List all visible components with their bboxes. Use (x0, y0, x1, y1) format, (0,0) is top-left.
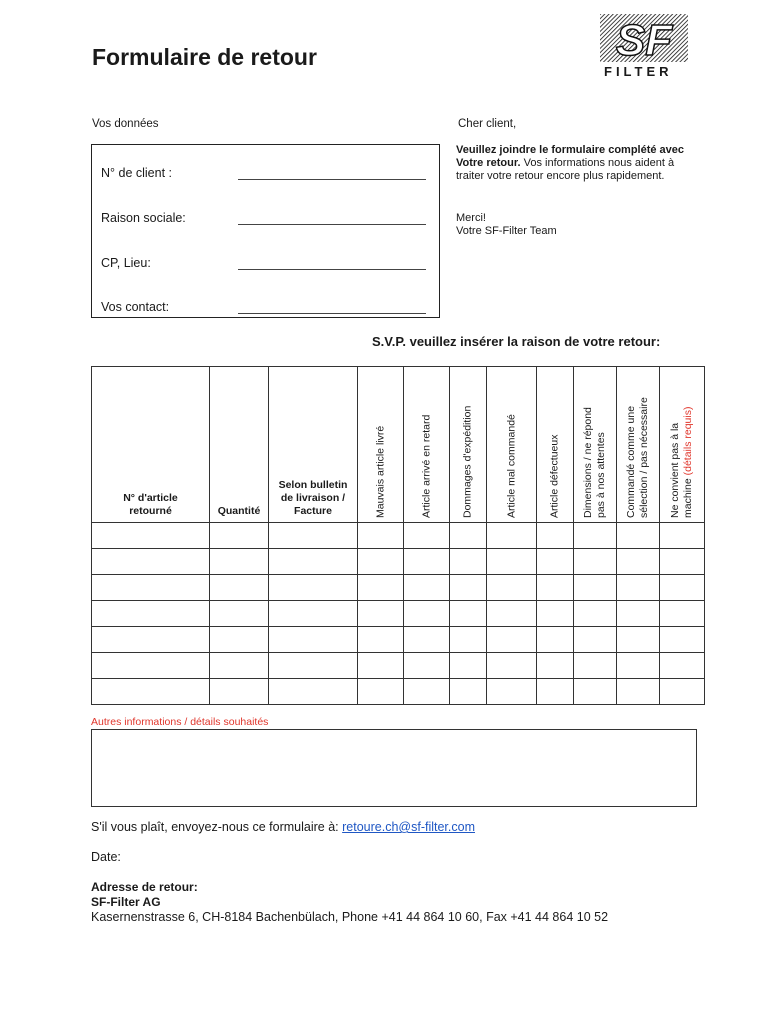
header-article: N° d'article retourné (92, 367, 210, 523)
contact-label: Vos contact: (101, 300, 170, 314)
table-cell[interactable] (358, 601, 404, 627)
table-cell[interactable] (537, 523, 574, 549)
table-cell[interactable] (92, 653, 210, 679)
table-cell[interactable] (617, 575, 660, 601)
header-reason-shipping-damage: Dommages d'expédition (450, 367, 487, 523)
company-name-label: Raison sociale: (101, 211, 186, 225)
client-info-box (91, 144, 440, 318)
table-cell[interactable] (450, 627, 487, 653)
table-cell[interactable] (660, 575, 705, 601)
table-cell[interactable] (617, 679, 660, 705)
table-cell[interactable] (487, 575, 537, 601)
header-reason-late: Article arrivé en retard (404, 367, 450, 523)
table-cell[interactable] (617, 627, 660, 653)
table-cell[interactable] (660, 523, 705, 549)
table-cell[interactable] (617, 601, 660, 627)
table-cell[interactable] (210, 653, 269, 679)
table-cell[interactable] (404, 523, 450, 549)
table-row (92, 679, 705, 705)
greeting: Cher client, (458, 118, 517, 130)
postcode-city-label: CP, Lieu: (101, 256, 151, 270)
table-cell[interactable] (450, 523, 487, 549)
header-reason-selection: Commandé comme une sélection / pas nécessaire (617, 367, 660, 523)
table-cell[interactable] (210, 575, 269, 601)
table-cell[interactable] (404, 549, 450, 575)
table-cell[interactable] (537, 679, 574, 705)
table-cell[interactable] (92, 679, 210, 705)
table-cell[interactable] (358, 653, 404, 679)
return-reason-title: S.V.P. veuillez insérer la raison de votre retour: (372, 334, 661, 349)
header-reason-wrong-order: Article mal commandé (487, 367, 537, 523)
table-cell[interactable] (450, 679, 487, 705)
table-cell[interactable] (660, 653, 705, 679)
table-cell[interactable] (660, 601, 705, 627)
thanks-block (456, 212, 557, 238)
table-cell[interactable] (210, 523, 269, 549)
header-bulletin: Selon bulletin de livraison / Facture (269, 367, 358, 523)
table-cell[interactable] (574, 523, 617, 549)
table-cell[interactable] (269, 549, 358, 575)
table-cell[interactable] (537, 653, 574, 679)
table-cell[interactable] (487, 627, 537, 653)
thanks-text: Merci! (456, 212, 486, 224)
table-cell[interactable] (210, 627, 269, 653)
table-cell[interactable] (574, 575, 617, 601)
header-reason-not-suitable: Ne convient pas à la machine (détails requis) (660, 367, 705, 523)
table-cell[interactable] (660, 627, 705, 653)
table-cell[interactable] (92, 549, 210, 575)
instruction-text: Vos informations nous aident à traiter votre retour encore plus rapidement. (456, 157, 675, 182)
instruction-bold: Veuillez joindre le formulaire complété avec Votre retour. (456, 144, 685, 169)
table-cell[interactable] (92, 523, 210, 549)
table-cell[interactable] (92, 627, 210, 653)
send-instruction (91, 820, 475, 834)
company-name-field[interactable] (238, 224, 426, 225)
table-cell[interactable] (450, 601, 487, 627)
send-text: S'il vous plaît, envoyez-nous ce formulaire à: (91, 820, 343, 834)
client-number-field[interactable] (238, 179, 426, 180)
other-info-label: Autres informations / détails souhaités (91, 716, 269, 728)
table-cell[interactable] (269, 575, 358, 601)
header-reason-dimensions: Dimensions / ne répond pas à nos attentes (574, 367, 617, 523)
signature-text: Votre SF-Filter Team (456, 225, 557, 237)
table-cell[interactable] (487, 549, 537, 575)
table-cell[interactable] (574, 627, 617, 653)
table-cell[interactable] (210, 549, 269, 575)
table-cell[interactable] (404, 627, 450, 653)
table-row (92, 549, 705, 575)
table-cell[interactable] (537, 627, 574, 653)
email-link[interactable]: retoure.ch@sf-filter.com (342, 820, 475, 834)
page-title: Formulaire de retour (92, 44, 317, 70)
table-cell[interactable] (574, 601, 617, 627)
table-cell[interactable] (358, 575, 404, 601)
instruction-message (456, 144, 692, 183)
table-cell[interactable] (487, 601, 537, 627)
return-items-table (91, 366, 705, 705)
table-cell[interactable] (617, 523, 660, 549)
table-cell[interactable] (210, 679, 269, 705)
table-header-row (92, 367, 705, 523)
table-cell[interactable] (404, 679, 450, 705)
return-address-title: Adresse de retour: (91, 880, 198, 894)
contact-field[interactable] (238, 313, 426, 314)
table-cell[interactable] (537, 549, 574, 575)
table-cell[interactable] (269, 601, 358, 627)
table-cell[interactable] (617, 653, 660, 679)
table-cell[interactable] (92, 575, 210, 601)
table-cell[interactable] (92, 601, 210, 627)
table-row (92, 575, 705, 601)
sf-filter-logo (600, 14, 690, 80)
logo-mark-icon (600, 14, 688, 62)
table-cell[interactable] (269, 679, 358, 705)
date-label: Date: (91, 850, 121, 864)
table-cell[interactable] (660, 679, 705, 705)
header-reason-defective: Article défectueux (537, 367, 574, 523)
table-cell[interactable] (617, 549, 660, 575)
table-cell[interactable] (487, 679, 537, 705)
company-address: Kasernenstrasse 6, CH-8184 Bachenbülach, Phone +41 44 864 10 60, Fax +41 44 864 10 52 (91, 910, 609, 924)
table-cell[interactable] (537, 575, 574, 601)
table-cell[interactable] (574, 549, 617, 575)
table-cell[interactable] (269, 523, 358, 549)
table-cell[interactable] (404, 575, 450, 601)
table-cell[interactable] (450, 653, 487, 679)
table-cell[interactable] (537, 601, 574, 627)
postcode-city-field[interactable] (238, 269, 426, 270)
svg-text:SF: SF (615, 16, 673, 62)
table-cell[interactable] (450, 575, 487, 601)
table-cell[interactable] (487, 653, 537, 679)
client-number-label: N° de client : (101, 166, 173, 180)
table-cell[interactable] (358, 523, 404, 549)
table-cell[interactable] (574, 679, 617, 705)
table-cell[interactable] (358, 627, 404, 653)
table-cell[interactable] (210, 601, 269, 627)
header-reason-wrong-item: Mauvais article livré (358, 367, 404, 523)
header-quantity: Quantité (210, 367, 269, 523)
company-name: SF-Filter AG (91, 895, 161, 909)
table-row (92, 653, 705, 679)
table-cell[interactable] (574, 653, 617, 679)
table-cell[interactable] (487, 523, 537, 549)
vos-donnees-label: Vos données (92, 118, 159, 130)
logo-text: FILTER (604, 64, 673, 79)
table-row (92, 601, 705, 627)
other-info-textarea[interactable] (91, 729, 697, 807)
table-cell[interactable] (358, 549, 404, 575)
table-cell[interactable] (660, 549, 705, 575)
table-row (92, 523, 705, 549)
table-cell[interactable] (269, 627, 358, 653)
table-cell[interactable] (404, 601, 450, 627)
table-cell[interactable] (404, 653, 450, 679)
table-cell[interactable] (358, 679, 404, 705)
table-row (92, 627, 705, 653)
table-cell[interactable] (269, 653, 358, 679)
table-cell[interactable] (450, 549, 487, 575)
